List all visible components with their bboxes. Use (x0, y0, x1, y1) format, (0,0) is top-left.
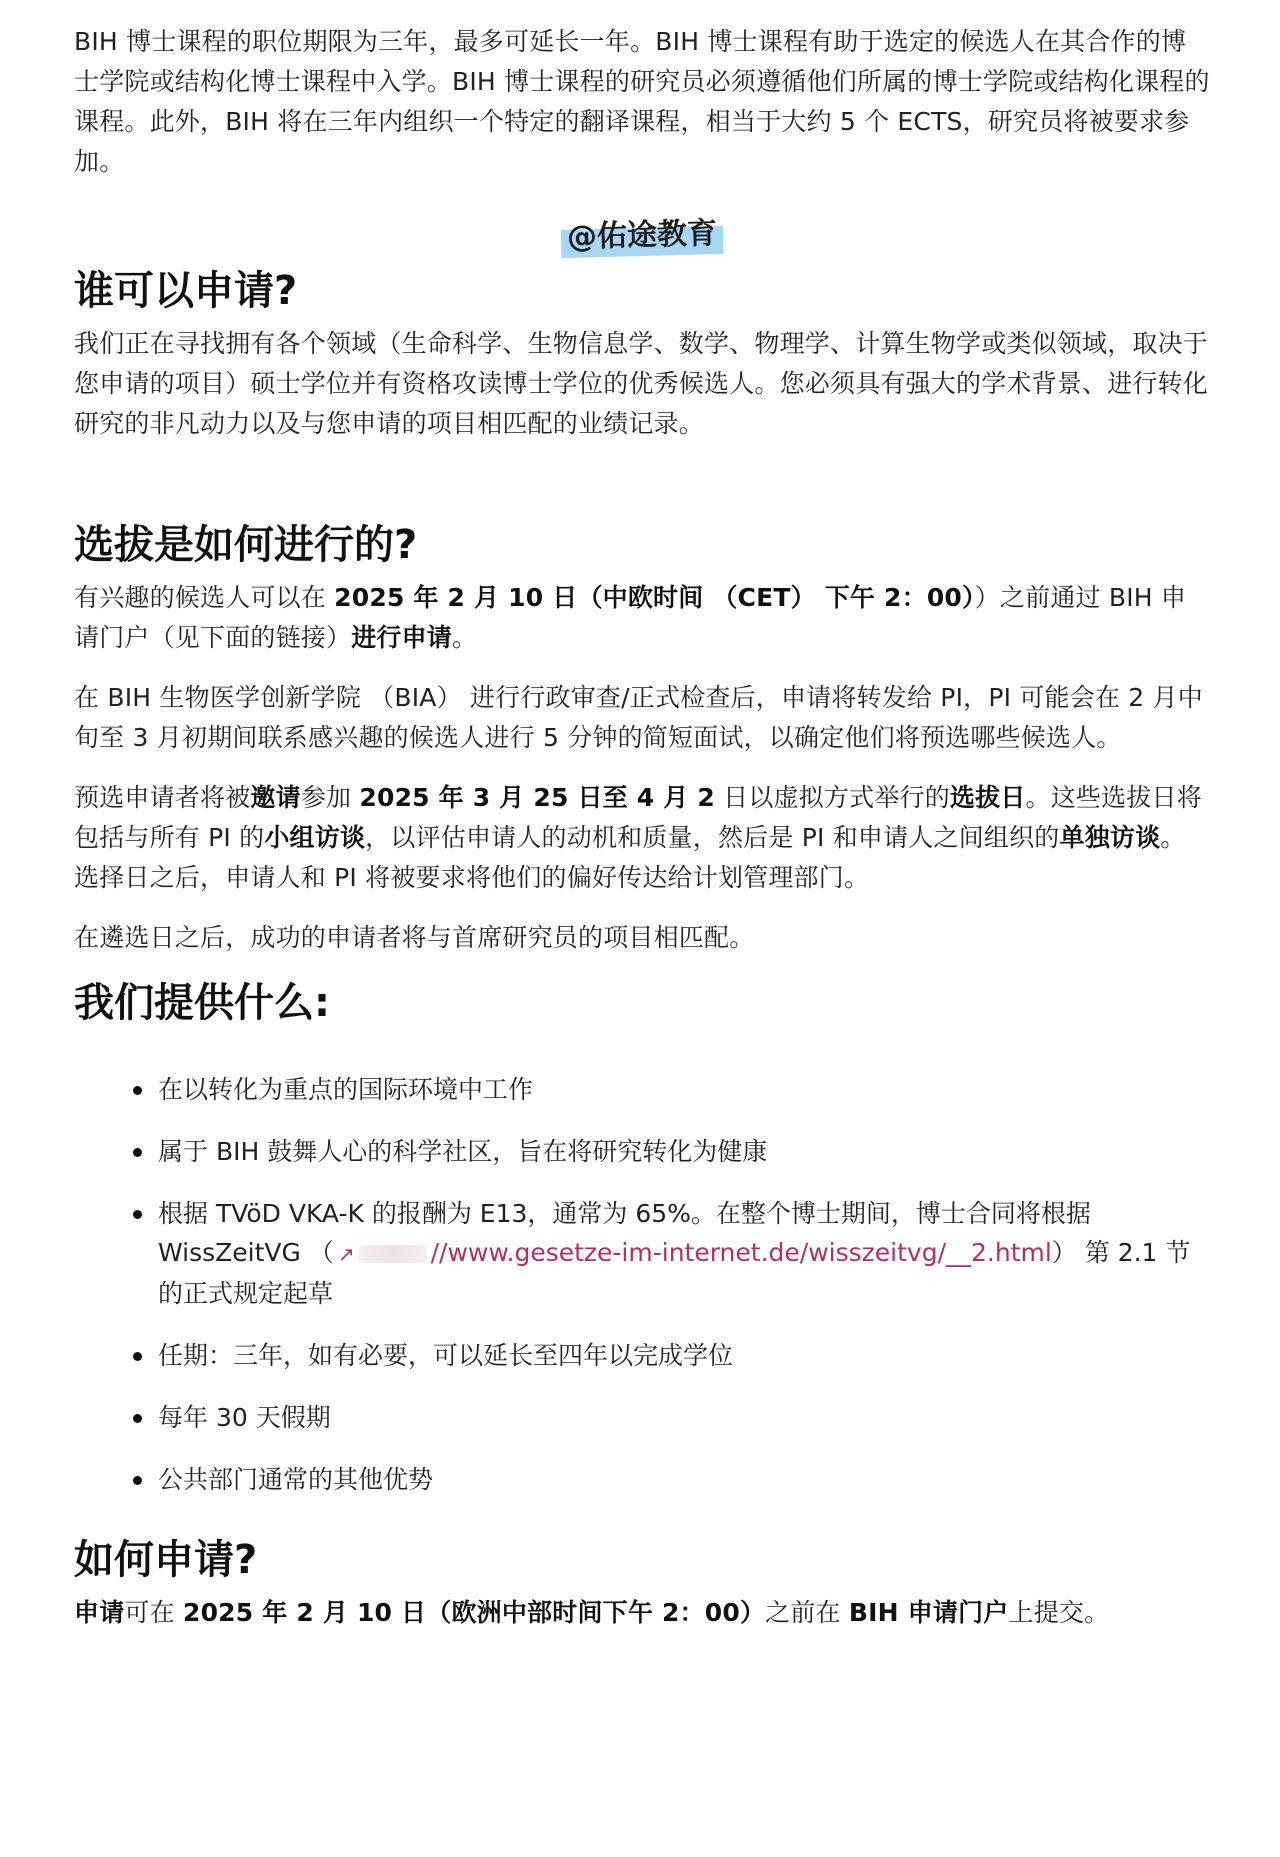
offer-item: 公共部门通常的其他优势 (158, 1460, 1210, 1499)
offer-item: 每年 30 天假期 (158, 1398, 1210, 1437)
who-can-apply-paragraph: 我们正在寻找拥有各个领域（生命科学、生物信息学、数学、物理学、计算生物学或类似领域，取决于您申请的项目）硕士学位并有资格攻读博士学位的优秀候选人。您必须具有强大的学术背景、进行转化研究的非凡动力以及与您申请的项目相匹配的业绩记录。 (74, 329, 1209, 438)
intro-paragraph: BIH 博士课程的职位期限为三年，最多可延长一年。BIH 博士课程有助于选定的候选人在其合作的博士学院或结构化博士课程中入学。BIH 博士课程的研究员必须遵循他们所属的博士学院或结构化课程的课程。此外，BIH 将在三年内组织一个特定的翻译课程，相当于大约 5 个 ECTS，研究员将被要求参加。 (74, 27, 1210, 176)
selection-paragraph-2: 在 BIH 生物医学创新学院 （BIA） 进行行政审查/正式检查后，申请将转发给 PI，PI 可能会在 2 月中旬至 3 月初期间联系感兴趣的候选人进行 5 分钟的简短面试，以确定他们将预选哪些候选人。 (74, 683, 1203, 752)
redacted-link-segment (359, 1245, 427, 1263)
who-can-apply-heading: 谁可以申请? (74, 268, 298, 314)
external-link-icon[interactable]: ↗ (337, 1242, 355, 1266)
offer-list (74, 1070, 1210, 1499)
offer-heading: 我们提供什么: (74, 980, 330, 1026)
watermark-container (74, 216, 1210, 268)
selection-paragraph-1: 有兴趣的候选人可以在 2025 年 2 月 10 日（中欧时间 （CET） 下午 2：00））之前通过 BIH 申请门户（见下面的链接）进行申请。 (74, 583, 1187, 652)
offer-item: 任期：三年，如有必要，可以延长至四年以完成学位 (158, 1336, 1210, 1375)
offer-item: 根据 TVöD VKA-K 的报酬为 E13，通常为 65%。在整个博士期间，博士合同将根据 WissZeitVG （ ↗ //www.gesetze-im-internet.de/wisszeitvg/__2.html） 第 2.1 节的正式规定起草 (158, 1194, 1210, 1313)
selection-paragraph-4: 在遴选日之后，成功的申请者将与首席研究员的项目相匹配。 (74, 923, 755, 952)
how-to-apply-heading: 如何申请? (74, 1537, 258, 1583)
wisszeitvg-link[interactable]: //www.gesetze-im-internet.de/wisszeitvg/__2.html (430, 1238, 1052, 1267)
how-to-apply-paragraph: 申请可在 2025 年 2 月 10 日（欧洲中部时间下午 2：00）之前在 BIH 申请门户上提交。 (74, 1598, 1110, 1627)
offer-item: 在以转化为重点的国际环境中工作 (158, 1070, 1210, 1109)
offer-item: 属于 BIH 鼓舞人心的科学社区，旨在将研究转化为健康 (158, 1132, 1210, 1171)
selection-paragraph-3: 预选申请者将被邀请参加 2025 年 3 月 25 日至 4 月 2 日以虚拟方式举行的选拔日。这些选拔日将包括与所有 PI 的小组访谈，以评估申请人的动机和质量，然后是 PI 和申请人之间组织的单独访谈。选择日之后，申请人和 PI 将被要求将他们的偏好传达给计划管理部门。 (74, 783, 1202, 892)
watermark-text: @佑途教育 (561, 214, 724, 258)
selection-heading: 选拔是如何进行的? (74, 522, 418, 568)
